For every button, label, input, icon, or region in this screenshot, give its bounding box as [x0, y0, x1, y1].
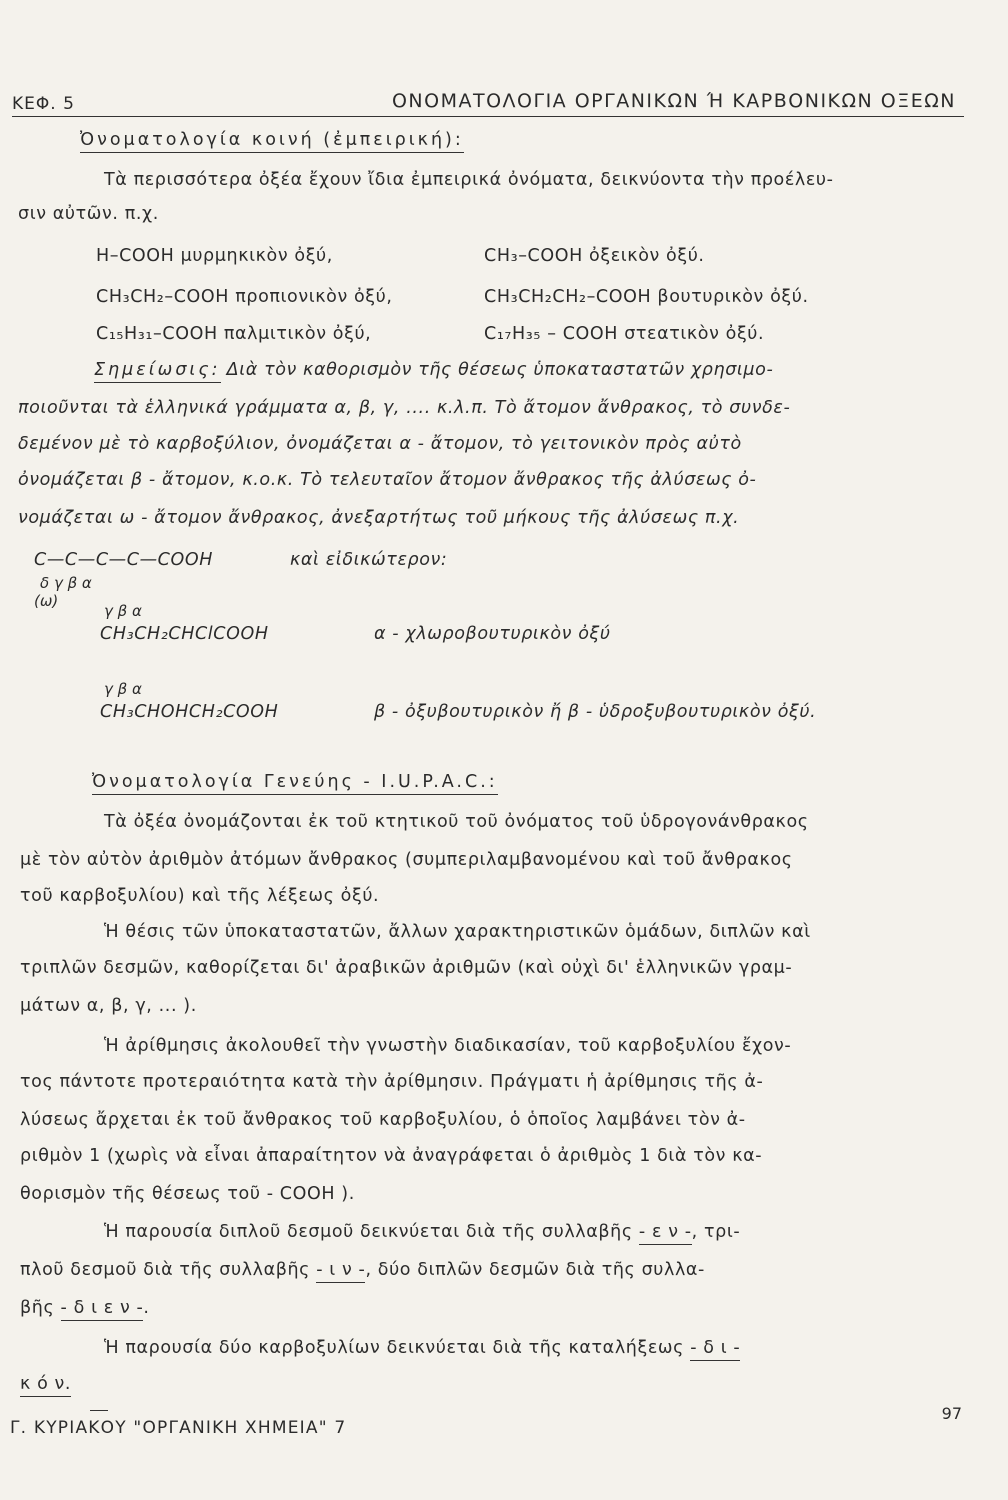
suffix-en: - ε ν -	[639, 1222, 692, 1245]
iupac-line-13: πλοῦ δεσμοῦ διὰ τῆς συλλαβῆς - ι ν -, δύο διπλῶν δεσμῶν διὰ τῆς συλλα-	[20, 1260, 705, 1280]
footer-rule	[90, 1410, 108, 1411]
example4-formula: CH₃CH₂CHClCOOH	[100, 624, 269, 644]
iupac-line-16	[20, 1374, 71, 1394]
example4-letters: γ β α	[104, 602, 142, 620]
header-rule	[12, 116, 964, 117]
chain-suffix: καὶ εἰδικώτερον:	[290, 550, 448, 570]
example-3-left: C₁₅H₃₁–COOH παλμιτικὸν ὀξύ,	[96, 324, 372, 344]
example5-name: β - ὀξυβουτυρικὸν ἤ β - ὑδροξυβουτυρικὸν ὀξύ.	[374, 702, 817, 722]
notes-line-3: δεμένον μὲ τὸ καρβοξύλιον, ὀνομάζεται α - ἄτομον, τὸ γειτονικὸν πρὸς αὐτὸ	[18, 434, 742, 454]
iupac-line-3: τοῦ καρβοξυλίου) καὶ τῆς λέξεως ὀξύ.	[20, 886, 380, 906]
example4-name: α - χλωροβουτυρικὸν ὀξύ	[374, 624, 611, 644]
notes-line-4: ὀνομάζεται β - ἄτομον, κ.ο.κ. Τὸ τελευταῖον ἄτομον ἄνθρακος τῆς ἀλύσεως ὀ-	[18, 470, 757, 490]
iupac-line-4: Ἡ θέσις τῶν ὑποκαταστατῶν, ἄλλων χαρακτηριστικῶν ὁμάδων, διπλῶν καὶ	[104, 922, 811, 942]
intro-line-1: Τὰ περισσότερα ὀξέα ἔχουν ἴδια ἐμπειρικά ὀνόματα, δεικνύοντα τὴν προέλευ-	[104, 170, 834, 190]
example-1-right: CH₃–COOH ὀξεικὸν ὀξύ.	[484, 246, 705, 266]
iupac-line-5: τριπλῶν δεσμῶν, καθορίζεται δι' ἀραβικῶν ἀριθμῶν (καὶ οὐχὶ δι' ἑλληνικῶν γραμ-	[20, 958, 793, 978]
example-3-right: C₁₇H₃₅ – COOH στεατικὸν ὀξύ.	[484, 324, 765, 344]
suffix-in: - ι ν -	[316, 1260, 365, 1283]
page-number: 97	[941, 1404, 962, 1423]
example-1-left: H–COOH μυρμηκικὸν ὀξύ,	[96, 246, 333, 266]
section2-heading: Ὀνοματολογία Γενεύης - I.U.P.A.C.:	[92, 772, 498, 792]
notes-line-2: ποιοῦνται τὰ ἑλληνικά γράμματα α, β, γ, .... κ.λ.π. Τὸ ἄτομον ἄνθρακος, τὸ συνδε-	[18, 398, 791, 418]
iupac-line-14: βῆς - δ ι ε ν -.	[20, 1298, 150, 1318]
section1-heading: Ὀνοματολογία κοινή (ἐμπειρική):	[80, 130, 464, 150]
footer-credit: Γ. ΚΥΡΙΑΚΟΥ "ΟΡΓΑΝΙΚΗ ΧΗΜΕΙΑ" 7	[10, 1418, 347, 1438]
example5-letters: γ β α	[104, 680, 142, 698]
iupac-line-10: ριθμὸν 1 (χωρὶς νὰ εἶναι ἀπαραίτητον νὰ ἀναγράφεται ὁ ἀριθμὸς 1 διὰ τὸν κα-	[20, 1146, 763, 1166]
example-2-right: CH₃CH₂CH₂–COOH βουτυρικὸν ὀξύ.	[484, 287, 809, 307]
iupac-line-7: Ἡ ἀρίθμησις ἀκολουθεῖ τὴν γνωστὴν διαδικασίαν, τοῦ καρβοξυλίου ἔχον-	[104, 1036, 792, 1056]
iupac-line-1: Τὰ ὀξέα ὀνομάζονται ἐκ τοῦ κτητικοῦ τοῦ ὀνόματος τοῦ ὑδρογονάνθρακος	[104, 812, 809, 832]
notes-line-1: Διὰ τὸν καθορισμὸν τῆς θέσεως ὑποκαταστατῶν χρησιμο-	[226, 360, 774, 380]
suffix-dien: - δ ι ε ν -	[61, 1298, 144, 1321]
example-2-left: CH₃CH₂–COOH προπιονικὸν ὀξύ,	[96, 287, 393, 307]
iupac-line-9: λύσεως ἄρχεται ἐκ τοῦ ἄνθρακος τοῦ καρβοξυλίου, ὁ ὁποῖος λαμβάνει τὸν ἀ-	[20, 1110, 746, 1130]
notes-line-5: νομάζεται ω - ἄτομον ἄνθρακος, ἀνεξαρτήτως τοῦ μήκους τῆς ἀλύσεως π.χ.	[18, 508, 740, 528]
suffix-diko: - δ ι -	[690, 1338, 740, 1361]
chain-formula: C—C—C—C—COOH	[34, 550, 214, 570]
iupac-line-8: τος πάντοτε προτεραιότητα κατὰ τὴν ἀρίθμησιν. Πράγματι ἡ ἀρίθμησις τῆς ἀ-	[20, 1072, 764, 1092]
chain-omega: (ω)	[34, 592, 59, 610]
iupac-line-6: μάτων α, β, γ, ... ).	[20, 996, 197, 1016]
notes-paragraph-first	[94, 360, 773, 380]
chapter-label: ΚΕΦ. 5	[12, 94, 75, 114]
iupac-line-2: μὲ τὸν αὐτὸν ἀριθμὸν ἀτόμων ἄνθρακος (συμπεριλαμβανομένου καὶ τοῦ ἄνθρακος	[20, 850, 793, 870]
chain-letters: δ γ β α	[40, 574, 92, 592]
example5-formula: CH₃CHOHCH₂COOH	[100, 702, 279, 722]
iupac-line-12: Ἡ παρουσία διπλοῦ δεσμοῦ δεικνύεται διὰ τῆς συλλαβῆς - ε ν -, τρι-	[104, 1222, 740, 1242]
iupac-line-15: Ἡ παρουσία δύο καρβοξυλίων δεικνύεται διὰ τῆς καταλήξεως - δ ι -	[104, 1338, 740, 1358]
suffix-diko-end: κ ό ν.	[20, 1374, 71, 1397]
intro-line-2: σιν αὐτῶν. π.χ.	[18, 204, 159, 224]
running-title: ΟΝΟΜΑΤΟΛΟΓΙΑ ΟΡΓΑΝΙΚΩΝ Ή ΚΑΡΒΟΝΙΚΩΝ ΟΞΕΩΝ	[391, 90, 956, 112]
notes-label: Σημείωσις:	[94, 360, 221, 383]
iupac-line-11: θορισμὸν τῆς θέσεως τοῦ - COOH ).	[20, 1184, 355, 1204]
